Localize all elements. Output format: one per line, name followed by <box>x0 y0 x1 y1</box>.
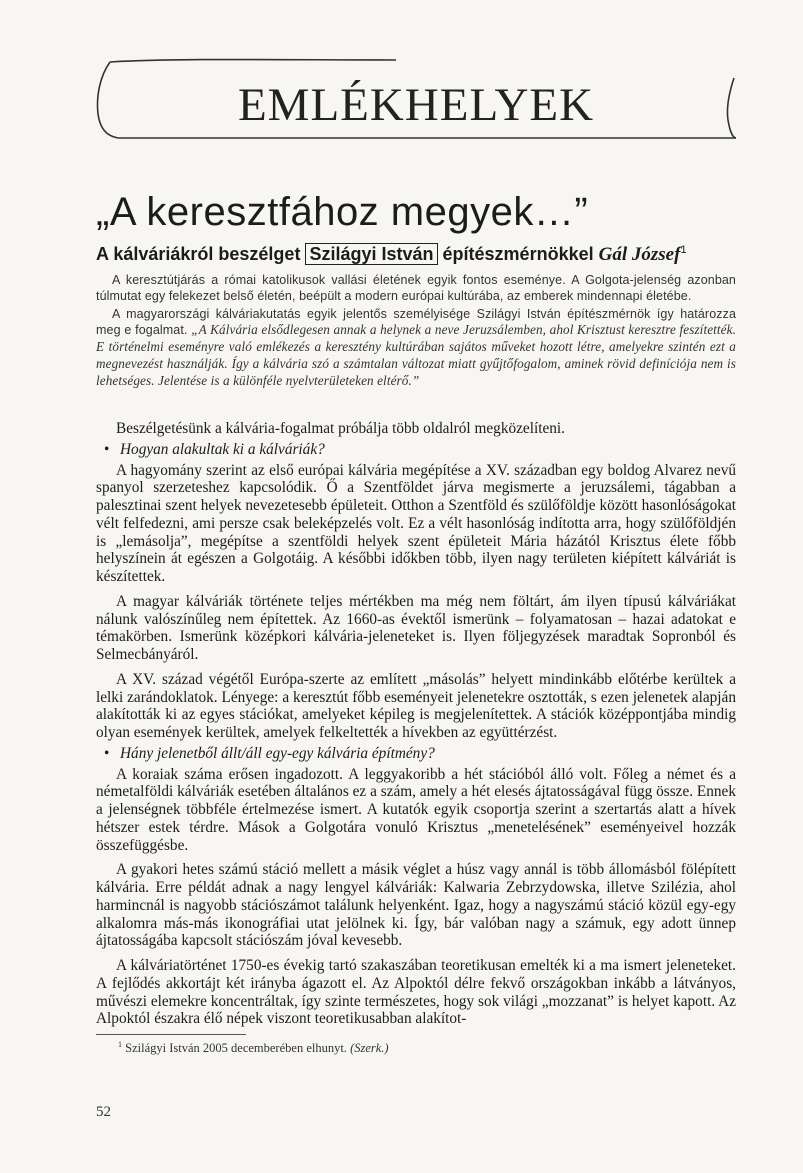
interview-question <box>96 745 736 763</box>
body-paragraph: A XV. század végétől Európa-szerte az említett „másolás” helyett mindinkább előtérbe kerültek a lelki zarándoklatok. Lényege: a keresztút főbb eseményeit jelenetekre osztották, s ezen jelenetek alapján alakították ki az egyes stációkat, amelyeket képileg is megjelenítettek. A stációk középpontjába mindig olyan események kerültek, amelyek felkeltették a hívekben az együttérzést. <box>96 670 736 741</box>
bullet-icon: • <box>104 440 110 458</box>
body-paragraph: A koraiak száma erősen ingadozott. A leggyakoribb a hét stációból álló volt. Főleg a német és a németalföldi kálváriák esetében általános ez a szám, amely a hét elesés ájtatosságával függ össze. Ennek a jelenségnek többféle értelmezése ismert. A kutatók egyik csoportja szerint a szertartás alatt a hívek hétszer estek térdre. Mások a Golgotára vonuló Krisztus „menetelésének” eseményeivel hozzák összefüggésbe. <box>96 765 736 854</box>
lead-paragraph: A keresztútjárás a római katolikusok vallási életének egyik fontos eseménye. A Golgota-jelenség azonban túlmutat egy felekezet belső életén, beépült a modern európai kultúrába, az emberek mindennapi életébe. <box>96 273 736 303</box>
section-banner <box>96 56 736 140</box>
footnote-marker: 1 <box>118 1040 122 1049</box>
body-paragraph: A gyakori hetes számú stáció mellett a másik véglet a húsz vagy annál is több állomásból fölépített kálvária. Erre példát adnak a nagy lengyel kálváriák: Kalwaria Zebrzydowska, illetve Szilézia, ahol harmincnál is nagyobb stációszámot találunk helyenként. Igaz, hogy a nagyszámú stáció közül egy-egy alkalomra más-más ikonográfiai utat jelölnek ki. Így, bár valóban nagy a számuk, egy adott ünnep ájtatosságába kapcsolt stációszám jóval kevesebb. <box>96 861 736 950</box>
lead-paragraph-quote <box>96 307 736 390</box>
interview-question <box>96 441 736 459</box>
article-lead <box>96 273 736 392</box>
body-paragraph: A magyar kálváriák története teljes mértékben ma még nem föltárt, ám ilyen típusú kálváriákat nálunk valószínűleg nem építettek. Az 1660-as évektől ismerünk – folyamatosan – hazai adatokat e témakörben. Ismerünk középkori kálvária-jeleneteket is. Ilyen följegyzések maradtak Sopronból és Selmecbányáról. <box>96 592 736 663</box>
footnote-editor-note: (Szerk.) <box>350 1041 389 1056</box>
body-paragraph: A kálváriatörténet 1750-es évekig tartó szakaszában teoretikusan emelték ki a ma ismert jeleneteket. A fejlődés akkortájt két irányba ágazott el. Az Alpoktól délre fekvő országokban inkább a látványos, művészi elemekre koncentráltak, így szinte természetes, hogy sok világi „mozzanat” is helyet kapott. Az Alpoktól északra élő népek viszont teoretikusabban alakítot- <box>96 957 736 1028</box>
highlighted-name: Szilágyi István <box>305 243 437 265</box>
article-title: „A keresztfához megyek…” <box>96 190 589 234</box>
article-body <box>96 420 736 1028</box>
body-paragraph: A hagyomány szerint az első európai kálvária megépítése a XV. században egy boldog Alvarez nevű spanyol szerzeteshez kapcsolódik. Ő a Szentföldet járva megismerte a jeruzsálemi, tágabban a palesztinai szent helyek nevezetesebb épületeit. Otthon a Szentföld és szülőföldje között hasonlóságokat vélt felfedezni, ami persze csak beleképzelés volt. Ez a vélt hasonlóság indította arra, hogy szülőföldjén is „lemásolja”, megépítse a szentföldi helyek szent épületeit Mária házától Krisztus élete főbb helyszínein át egészen a Golgotáig. A későbbi időkben több, ilyen nagy területen kiépített kálváriát is készítettek. <box>96 461 736 585</box>
body-paragraph: Beszélgetésünk a kálvária-fogalmat próbálja több oldalról megközelíteni. <box>116 420 565 437</box>
definition-quote: „A Kálvária elsődlegesen annak a helynek a neve Jeruzsálemben, ahol Krisztust keresztre feszítették. E történelmi eseményre való emlékezés a keresztény kultúrában sajátos műveket hozott létre, amelyekre szintén ezt a megnevezést használják. Így a kálvária szó a számtalan változat miatt gyűjtőfogalom, aminek rövid definíciója nem is lehetséges. Jelentése is a különféle nyelvterületeken eltérő.” <box>96 322 736 388</box>
footnote-ref: 1 <box>680 244 687 256</box>
question-text: Hogyan alakultak ki a kálváriák? <box>120 440 325 458</box>
footnote-text: Szilágyi István 2005 decemberében elhunyt. <box>125 1041 347 1056</box>
subtitle-mid: építészmérnökkel <box>442 244 594 264</box>
bullet-icon: • <box>104 744 110 762</box>
article-subtitle <box>96 244 736 266</box>
question-text: Hány jelenetből állt/áll egy-egy kálvária építmény? <box>120 744 435 762</box>
section-title: EMLÉKHELYEK <box>237 79 595 131</box>
page-number: 52 <box>96 1104 111 1120</box>
lead-sentence: A magyarországi kálváriakutatás egyik jelentős személyisége Szilágyi István építészmérnök így határozza meg e fogalmat. <box>96 306 736 338</box>
author-name: Gál József <box>598 244 681 265</box>
footnote-divider <box>96 1034 246 1035</box>
footnote <box>118 1040 389 1056</box>
subtitle-lead: A kálváriákról beszélget <box>96 244 301 264</box>
